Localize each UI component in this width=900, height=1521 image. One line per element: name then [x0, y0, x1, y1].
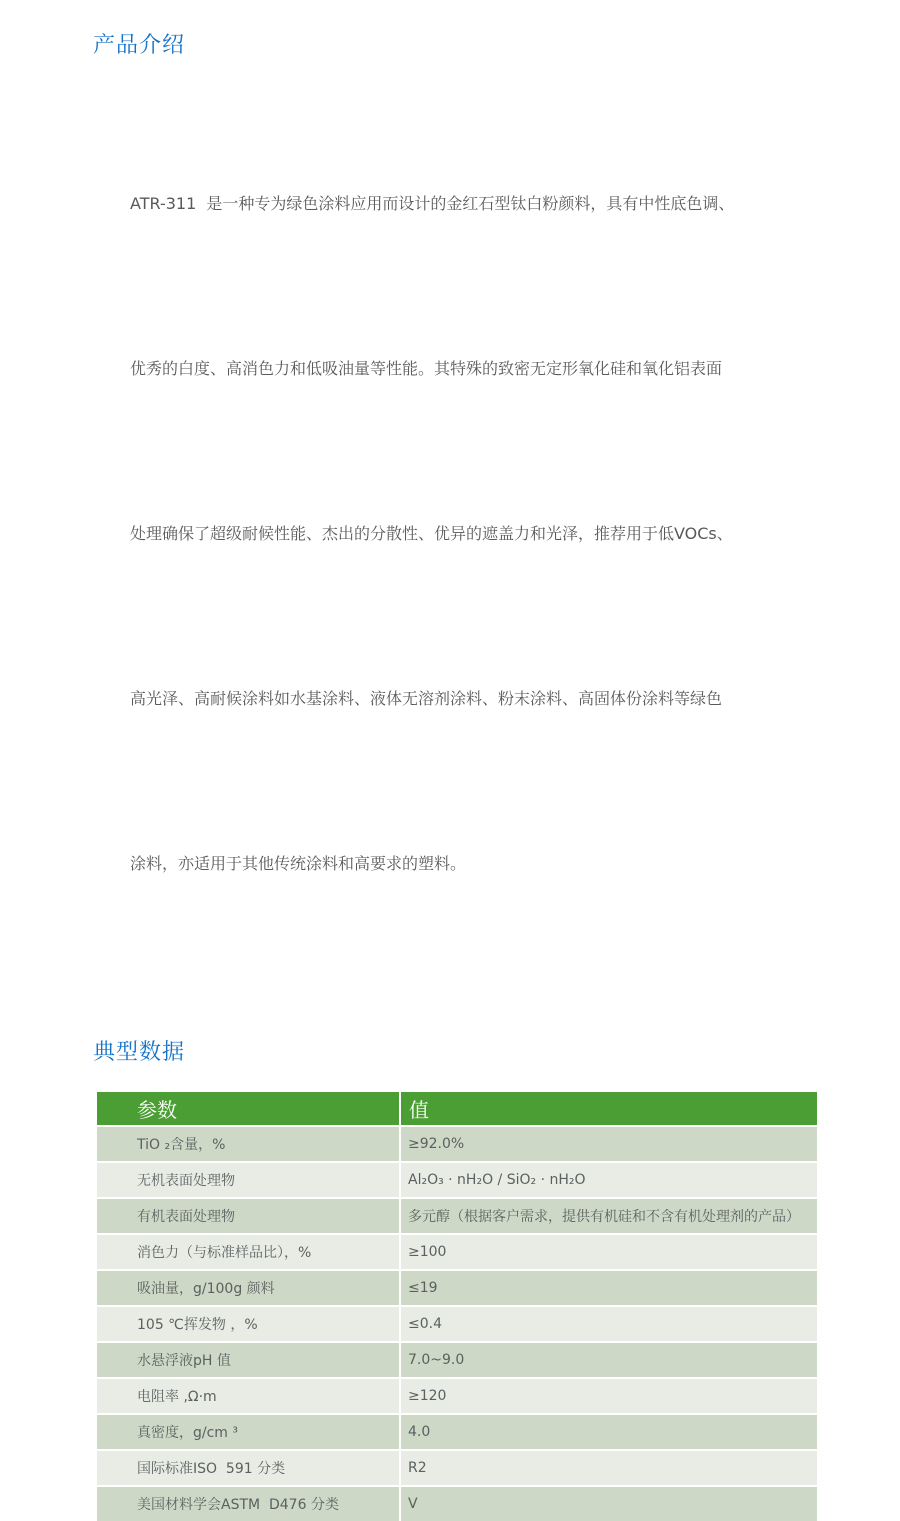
table-row	[97, 1163, 817, 1197]
value-cell: ≤19	[401, 1271, 817, 1305]
param-cell: 真密度，g/cm ³	[97, 1415, 399, 1449]
table-row	[97, 1199, 817, 1233]
table-body	[97, 1127, 817, 1521]
value-cell: ≥120	[401, 1379, 817, 1413]
section-title-product-intro: 产品介绍	[93, 33, 186, 58]
param-cell: TiO ₂含量，%	[97, 1127, 399, 1161]
paragraph-line: 处理确保了超级耐候性能、杰出的分散性、优异的遮盖力和光泽，推荐用于低VOCs、	[130, 524, 733, 543]
table-row	[97, 1415, 817, 1449]
paragraph-line: 高光泽、高耐候涂料如水基涂料、液体无溶剂涂料、粉末涂料、高固体份涂料等绿色	[130, 689, 723, 708]
value-cell: ≤0.4	[401, 1307, 817, 1341]
value-cell: 7.0~9.0	[401, 1343, 817, 1377]
table-row	[97, 1451, 817, 1485]
table-row	[97, 1487, 817, 1521]
param-cell: 无机表面处理物	[97, 1163, 399, 1197]
table-row	[97, 1235, 817, 1269]
param-cell: 美国材料学会ASTM D476 分类	[97, 1487, 399, 1521]
value-cell: Al₂O₃ · nH₂O / SiO₂ · nH₂O	[401, 1163, 817, 1197]
param-cell: 消色力（与标准样品比），%	[97, 1235, 399, 1269]
column-header-param: 参数	[97, 1092, 399, 1125]
paragraph-line: 优秀的白度、高消色力和低吸油量等性能。其特殊的致密无定形氧化硅和氧化铝表面	[130, 359, 723, 378]
paragraph-line: 涂料，亦适用于其他传统涂料和高要求的塑料。	[130, 854, 467, 873]
table-row	[97, 1127, 817, 1161]
paragraph-line: ATR-311 是一种专为绿色涂料应用而设计的金红石型钛白粉颜料，具有中性底色调、	[130, 194, 735, 213]
param-cell: 吸油量，g/100g 颜料	[97, 1271, 399, 1305]
param-cell: 水悬浮液pH 值	[97, 1343, 399, 1377]
table-row	[97, 1307, 817, 1341]
section-title-typical-data: 典型数据	[93, 1040, 186, 1065]
value-cell: V	[401, 1487, 817, 1521]
param-cell: 电阻率 ,Ω·m	[97, 1379, 399, 1413]
param-cell: 国际标准ISO 591 分类	[97, 1451, 399, 1485]
table-row	[97, 1343, 817, 1377]
table-row	[97, 1271, 817, 1305]
table-header-row	[97, 1092, 817, 1125]
value-cell: R2	[401, 1451, 817, 1485]
value-cell: ≥92.0%	[401, 1127, 817, 1161]
column-header-value: 值	[401, 1092, 817, 1125]
value-cell: 4.0	[401, 1415, 817, 1449]
param-cell: 105 ℃挥发物 ，%	[97, 1307, 399, 1341]
typical-data-table	[97, 1092, 817, 1521]
product-info-page	[0, 28, 900, 1521]
value-cell: ≥100	[401, 1235, 817, 1269]
param-cell: 有机表面处理物	[97, 1199, 399, 1233]
value-cell: 多元醇（根据客户需求，提供有机硅和不含有机处理剂的产品）	[401, 1199, 817, 1233]
table-row	[97, 1379, 817, 1413]
product-intro-paragraph	[130, 66, 805, 1001]
